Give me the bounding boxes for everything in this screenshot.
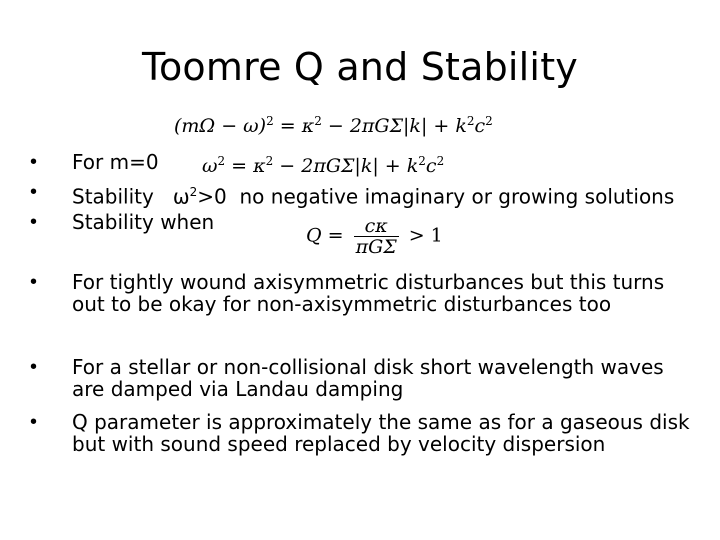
q-lhs: Q = (306, 224, 350, 247)
stability-sup: 2 (189, 185, 198, 199)
eq-rhs2: − 2πGΣ|k| + k (273, 155, 419, 177)
eq-lhs: (mΩ − ω) (174, 115, 267, 137)
bullet-symbol: • (30, 211, 38, 233)
stability-text-a: Stability ω (72, 184, 190, 209)
bullet-text-m0: For m=0 (72, 150, 159, 174)
eq-rhs1: = κ (273, 115, 315, 137)
q-equation (306, 216, 443, 257)
bullet-symbol: • (30, 356, 38, 378)
q-fraction (354, 216, 399, 257)
q-numerator: cκ (354, 216, 399, 237)
stability-text-b: >0 no negative imaginary or growing solutions (197, 184, 675, 209)
bullet-text-tightly-wound: For tightly wound axisymmetric disturbances but this turns out to be okay for non-axisymmetric disturbances too (72, 270, 665, 316)
eq-rhs2: − 2πGΣ|k| + k (321, 115, 467, 137)
eq-lhs: ω (202, 155, 218, 177)
eq-sup: 2 (436, 154, 445, 168)
eq-sup: 2 (265, 154, 274, 168)
bullet-text-landau: For a stellar or non-collisional disk short wavelength waves are damped via Landau damping (72, 355, 664, 401)
m0-equation (202, 150, 444, 177)
slide-title: Toomre Q and Stability (142, 45, 578, 89)
eq-sup: 2 (485, 114, 493, 128)
eq-sup: 2 (217, 154, 226, 168)
eq-rhs3: c (474, 115, 486, 137)
bullet-symbol: • (30, 271, 38, 293)
q-denominator: πGΣ (355, 236, 397, 258)
bullet-text-stability-when: Stability when (72, 210, 215, 234)
bullet-symbol: • (30, 151, 38, 173)
bullet-symbol: • (30, 411, 38, 433)
bullet-symbol: • (30, 181, 38, 203)
eq-sup: 2 (418, 154, 426, 168)
eq-sup: 2 (266, 114, 274, 128)
bullet-text-stability (72, 181, 674, 208)
eq-rhs1: = κ (225, 155, 266, 177)
bullet-text-q-parameter: Q parameter is approximately the same as for a gaseous disk but with sound speed replaced by velocity dispersion (72, 410, 690, 456)
eq-rhs3: c (425, 155, 437, 177)
eq-sup: 2 (466, 114, 475, 128)
q-rhs: > 1 (402, 224, 443, 247)
dispersion-equation (174, 110, 493, 137)
eq-sup: 2 (314, 114, 322, 128)
